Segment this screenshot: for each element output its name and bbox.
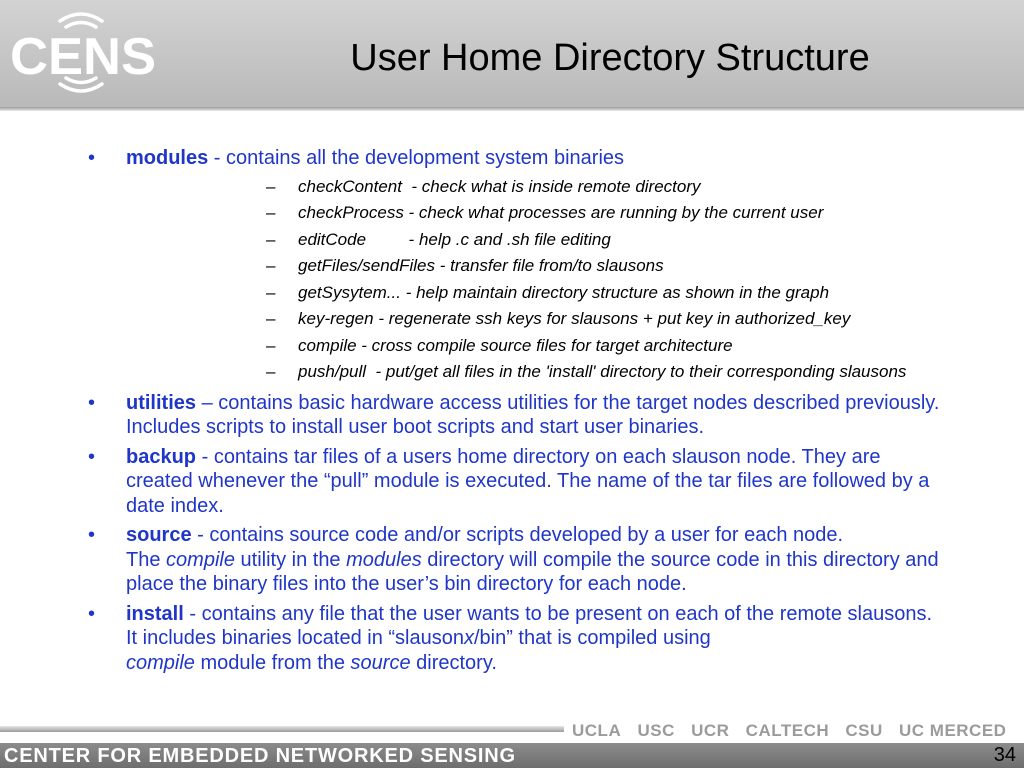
page-number: 34 bbox=[993, 744, 1016, 766]
item-separator: - bbox=[208, 147, 227, 169]
compile-ref: compile bbox=[166, 548, 235, 571]
logo-text: CENS bbox=[10, 28, 156, 86]
university-name: UCR bbox=[691, 721, 730, 740]
university-name: UCLA bbox=[572, 721, 622, 740]
university-name: CALTECH bbox=[745, 721, 830, 740]
footer-rule bbox=[0, 726, 564, 732]
item-keyword: utilities bbox=[126, 391, 197, 414]
center-name: CENTER FOR EMBEDDED NETWORKED SENSING bbox=[4, 745, 516, 767]
sub-item: – push/pull - put/get all files in the 'install' directory to their corresponding slausons bbox=[266, 362, 907, 381]
item-separator: - bbox=[183, 602, 202, 625]
sub-item: – editCode - help .c and .sh file editing bbox=[266, 229, 611, 249]
item-text: contains all the development system binaries bbox=[226, 147, 625, 169]
bullet: • bbox=[88, 602, 96, 625]
list-item-source: • source - contains source code and/or scripts developed by a user for each node. The compile utility in the modules directory will compile the source code in this directory and place the binary files into the user’s bin directory for each node. bbox=[88, 524, 939, 595]
sub-item: – checkContent - check what is inside remote directory bbox=[266, 176, 701, 196]
bullet: • bbox=[88, 391, 96, 414]
bullet: • bbox=[88, 524, 96, 546]
university-name: UC MERCED bbox=[899, 721, 1007, 740]
header-divider bbox=[0, 107, 1024, 111]
sub-list bbox=[126, 174, 948, 386]
sub-item: – checkProcess - check what processes are running by the current user bbox=[266, 203, 824, 222]
slauson-variable: x bbox=[463, 627, 474, 649]
sub-item: – compile - cross compile source files for target architecture bbox=[266, 335, 733, 355]
university-name: USC bbox=[637, 721, 675, 740]
slide-content bbox=[0, 146, 1024, 680]
cens-logo bbox=[8, 4, 160, 102]
university-list bbox=[572, 719, 1024, 743]
item-separator: - bbox=[196, 445, 214, 468]
sub-item: – getFiles/sendFiles - transfer file from/to slausons bbox=[266, 256, 664, 275]
list-item-install: • install - contains any file that the user wants to be present on each of the remote slausons. It includes binaries located in “slausonx/bin” that is compiled using compile module from the source directory. bbox=[88, 602, 933, 674]
item-separator: - bbox=[191, 524, 210, 546]
item-text: contains any file that the user wants to be present on each of the remote slausons. It includes binaries located in “slauson bbox=[126, 602, 933, 649]
sub-item: – key-regen - regenerate ssh keys for slausons + put key in authorized_key bbox=[266, 309, 851, 328]
item-text: contains source code and/or scripts developed by a user for each node. bbox=[209, 524, 844, 546]
item-keyword: modules bbox=[126, 147, 209, 169]
bullet: • bbox=[88, 445, 96, 468]
bullet: • bbox=[88, 147, 96, 169]
slide-title: User Home Directory Structure bbox=[350, 37, 870, 79]
list-item-modules bbox=[0, 146, 948, 386]
modules-ref: modules bbox=[346, 548, 422, 571]
item-text: contains basic hardware access utilities for the target nodes described previously. Includes scripts to install user boot scripts and start user binaries. bbox=[126, 391, 940, 438]
university-name: CSU bbox=[845, 721, 883, 740]
item-text: contains tar files of a users home directory on each slauson node. They are created whenever the “pull” module is executed. The name of the tar files are followed by a date index. bbox=[126, 445, 930, 517]
list-item-backup bbox=[0, 445, 948, 519]
item-keyword: backup bbox=[126, 445, 197, 468]
sub-item: – getSysytem... - help maintain directory structure as shown in the graph bbox=[266, 282, 830, 302]
compile-ref: compile bbox=[126, 651, 195, 674]
source-ref: source bbox=[350, 651, 411, 674]
item-separator: – bbox=[196, 391, 219, 414]
list-item-utilities bbox=[0, 391, 948, 440]
item-keyword: source bbox=[126, 524, 192, 546]
item-keyword: install bbox=[126, 602, 184, 625]
